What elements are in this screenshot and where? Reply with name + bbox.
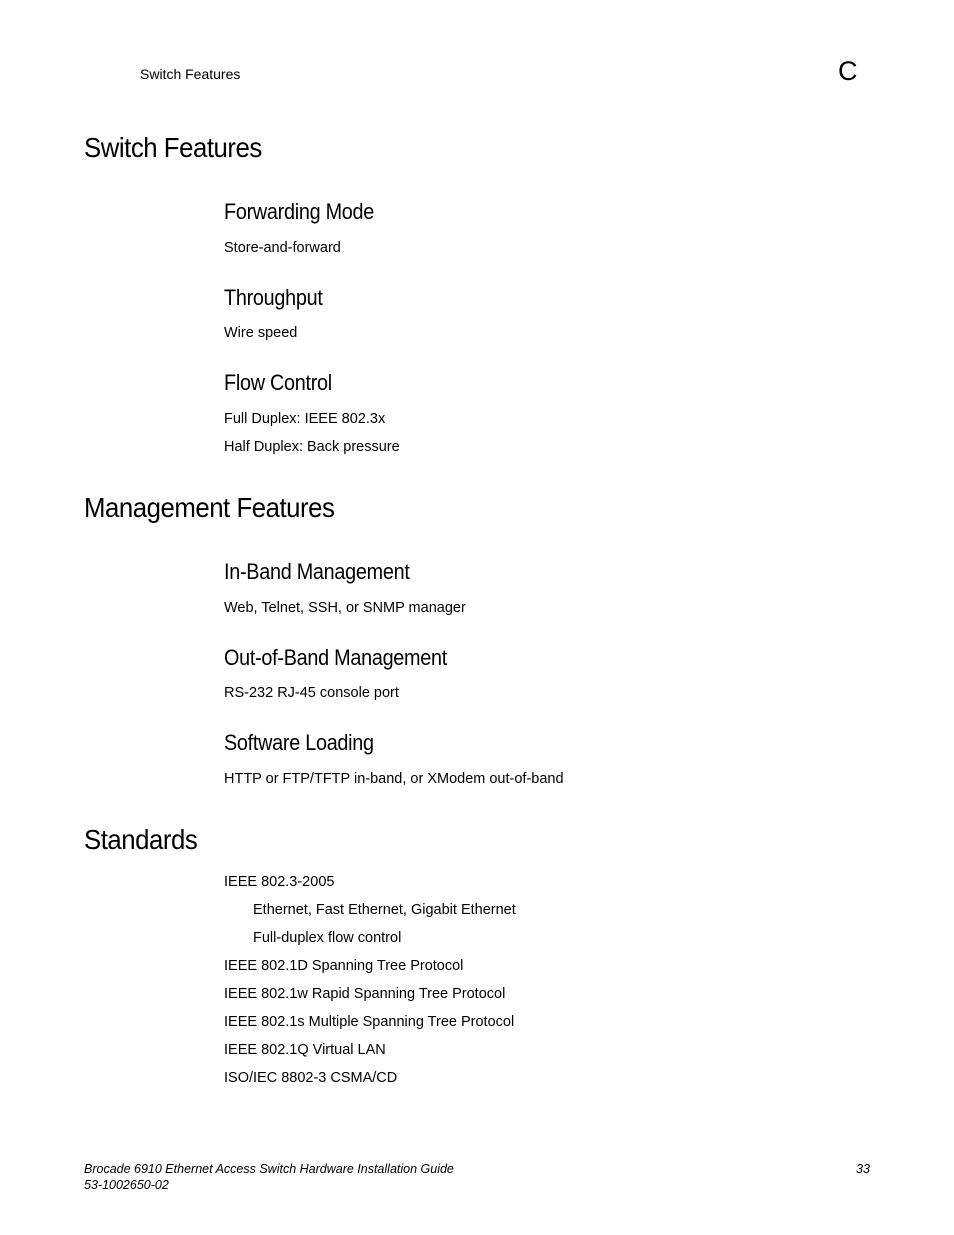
standards-subitem: Ethernet, Fast Ethernet, Gigabit Ethernet bbox=[253, 902, 516, 918]
flow-control-line: Half Duplex: Back pressure bbox=[224, 439, 400, 455]
software-loading-text: HTTP or FTP/TFTP in-band, or XModem out-of-band bbox=[224, 771, 564, 787]
throughput-text: Wire speed bbox=[224, 325, 298, 341]
standards-item: IEEE 802.1Q Virtual LAN bbox=[224, 1042, 386, 1058]
subheading-software-loading: Software Loading bbox=[224, 730, 374, 755]
standards-item: IEEE 802.1w Rapid Spanning Tree Protocol bbox=[224, 986, 506, 1002]
standards-item: ISO/IEC 8802-3 CSMA/CD bbox=[224, 1070, 398, 1086]
subheading-flow-control: Flow Control bbox=[224, 370, 332, 395]
standards-item: IEEE 802.3-2005 bbox=[224, 874, 335, 890]
standards-item: IEEE 802.1s Multiple Spanning Tree Protocol bbox=[224, 1014, 515, 1030]
running-header: Switch Features bbox=[140, 66, 241, 82]
section-heading-switch-features: Switch Features bbox=[84, 132, 262, 163]
subheading-out-of-band-management: Out-of-Band Management bbox=[224, 645, 447, 670]
standards-item: IEEE 802.1D Spanning Tree Protocol bbox=[224, 958, 464, 974]
footer-page-number: 33 bbox=[856, 1162, 870, 1176]
out-of-band-management-text: RS-232 RJ-45 console port bbox=[224, 685, 399, 701]
section-heading-management-features: Management Features bbox=[84, 492, 335, 523]
subheading-forwarding-mode: Forwarding Mode bbox=[224, 199, 375, 224]
section-heading-standards: Standards bbox=[84, 824, 198, 855]
forwarding-mode-text: Store-and-forward bbox=[224, 240, 341, 256]
footer-guide-title: Brocade 6910 Ethernet Access Switch Hardware Installation Guide bbox=[84, 1162, 454, 1176]
flow-control-line: Full Duplex: IEEE 802.3x bbox=[224, 411, 386, 427]
footer-document-number: 53-1002650-02 bbox=[84, 1178, 169, 1192]
subheading-in-band-management: In-Band Management bbox=[224, 559, 410, 584]
standards-subitem: Full-duplex flow control bbox=[253, 930, 402, 946]
subheading-throughput: Throughput bbox=[224, 285, 323, 310]
chapter-letter: C bbox=[838, 56, 858, 86]
in-band-management-text: Web, Telnet, SSH, or SNMP manager bbox=[224, 600, 466, 616]
